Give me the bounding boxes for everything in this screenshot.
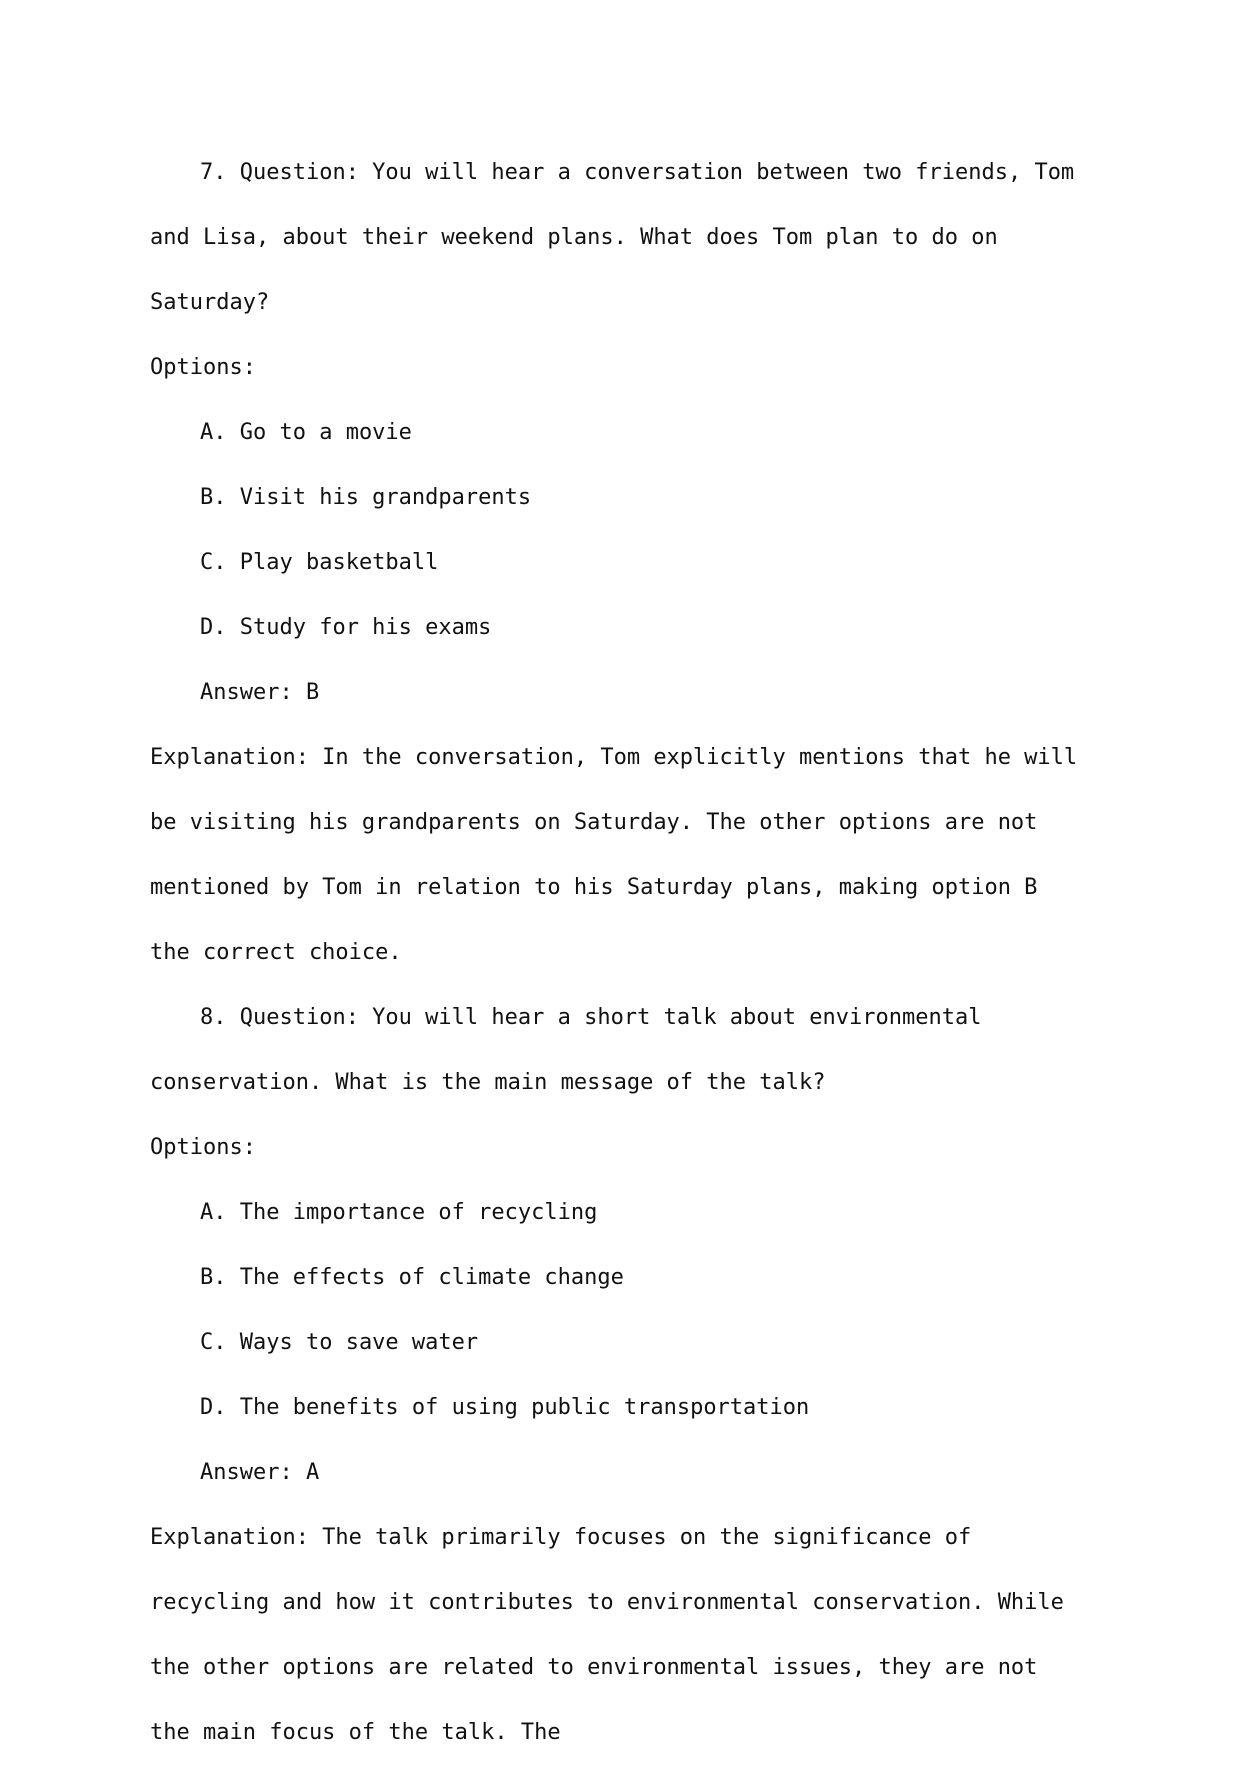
question-8-text: 8. Question: You will hear a short talk about environmental conservation. What is the main message of the talk? <box>150 1005 982 1095</box>
question-8-option-b: B. The effects of climate change <box>200 1265 624 1290</box>
question-8-options-label: Options: <box>150 1135 256 1160</box>
question-8-option-d: D. The benefits of using public transportation <box>200 1395 810 1420</box>
question-7-option-c: C. Play basketball <box>200 550 439 575</box>
question-8-explanation: Explanation: The talk primarily focuses on the significance of recycling and how it contributes to environmental conservation. While the other options are related to environmental issues, they are not the main focus of the talk. The <box>150 1525 1064 1745</box>
question-7-option-b: B. Visit his grandparents <box>200 485 532 510</box>
question-7-option-a: A. Go to a movie <box>200 420 412 445</box>
question-7-explanation: Explanation: In the conversation, Tom explicitly mentions that he will be visiting his grandparents on Saturday. The other options are not mentioned by Tom in relation to his Saturday plans, making option B the correct choice. <box>150 745 1078 965</box>
question-8-answer: Answer: A <box>200 1460 320 1485</box>
question-7-options-label: Options: <box>150 355 256 380</box>
question-7-answer: Answer: B <box>200 680 320 705</box>
question-8-option-a: A. The importance of recycling <box>200 1200 598 1225</box>
question-8-option-c: C. Ways to save water <box>200 1330 479 1355</box>
question-7-option-d: D. Study for his exams <box>200 615 492 640</box>
document-body <box>150 140 1090 1765</box>
question-7-text: 7. Question: You will hear a conversation between two friends, Tom and Lisa, about their weekend plans. What does Tom plan to do on Saturday? <box>150 160 1075 315</box>
